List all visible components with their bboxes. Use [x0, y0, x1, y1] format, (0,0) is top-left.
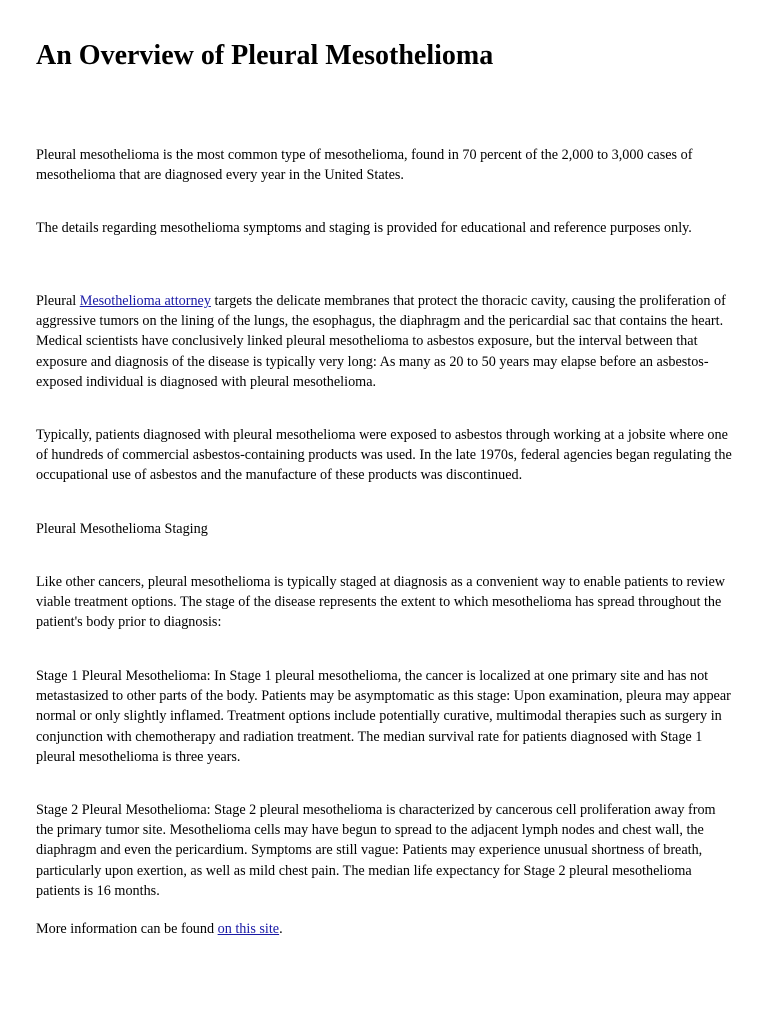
paragraph-attorney: [36, 291, 732, 392]
mesothelioma-attorney-link[interactable]: Mesothelioma attorney: [79, 293, 211, 309]
paragraph-attorney-text-before: Pleural: [36, 293, 80, 309]
paragraph-intro: Pleural mesothelioma is the most common type of mesothelioma, found in 70 percent of the 2,000 to 3,000 cases of mesothelioma that are diagnosed every year in the United States.: [36, 147, 693, 184]
paragraph-staging-intro: Like other cancers, pleural mesothelioma is typically staged at diagnosis as a convenient way to enable patients to review viable treatment options. The stage of the disease represents the extent to which mesothelioma has spread throughout the patient's body prior to diagnosis:: [36, 574, 726, 631]
more-info-text-after: .: [279, 921, 283, 937]
paragraph-stage-1: Stage 1 Pleural Mesothelioma: In Stage 1 pleural mesothelioma, the cancer is localized at one primary site and has not metastasized to other parts of the body. Patients may be asymptomatic as this stage: Upon examination, pleura may appear normal or only slightly inflamed. Treatment options include potentially curative, multimodal therapies such as surgery in conjunction with chemotherapy and radiation treatment. The median survival rate for patients diagnosed with Stage 1 pleural mesothelioma is three years.: [36, 668, 731, 765]
section-heading-staging: Pleural Mesothelioma Staging: [36, 521, 208, 537]
paragraph-exposure: Typically, patients diagnosed with pleural mesothelioma were exposed to asbestos through working at a jobsite where one of hundreds of commercial asbestos-containing products was used. In the late 1970s, federal agencies began regulating the occupational use of asbestos and the manufacture of these products was discontinued.: [36, 427, 732, 484]
page-title: An Overview of Pleural Mesothelioma: [36, 40, 494, 71]
paragraph-attorney-text-after: targets the delicate membranes that protect the thoracic cavity, causing the proliferation of aggressive tumors on the lining of the lungs, the esophagus, the diaphragm and the pericardial sac that contains the heart. Medical scientists have conclusively linked pleural mesothelioma to asbestos exposure, but the interval between that exposure and diagnosis of the disease is typically very long: As many as 20 to 50 years may elapse before an asbestos-exposed individual is diagnosed with pleural mesothelioma.: [36, 293, 726, 390]
paragraph-more-info: [36, 919, 732, 939]
more-info-text-before: More information can be found: [36, 921, 218, 937]
paragraph-disclaimer: The details regarding mesothelioma symptoms and staging is provided for educational and reference purposes only.: [36, 220, 692, 236]
paragraph-stage-2: Stage 2 Pleural Mesothelioma: Stage 2 pleural mesothelioma is characterized by cancerous cell proliferation away from the primary tumor site. Mesothelioma cells may have begun to spread to the adjacent lymph nodes and chest wall, the diaphragm and even the pericardium. Symptoms are still vague: Patients may experience unusual shortness of breath, particularly upon exertion, as well as mild chest pain. The median life expectancy for Stage 2 pleural mesothelioma patients is 16 months.: [36, 802, 716, 899]
on-this-site-link[interactable]: on this site: [217, 921, 280, 937]
